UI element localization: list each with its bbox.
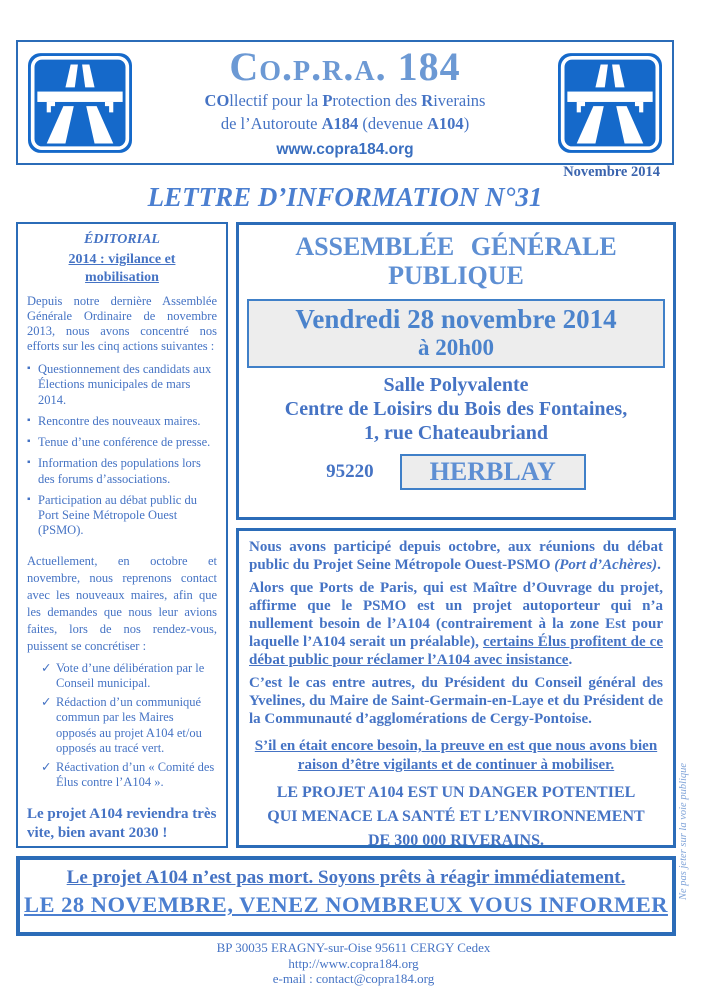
text-segment: P [322, 90, 333, 110]
assembly-date: Vendredi 28 novembre 2014 [295, 304, 617, 335]
motorway-icon [558, 53, 662, 153]
text-segment: R [421, 90, 434, 110]
header-box [16, 40, 674, 165]
square-bullet-icon: ▪ [27, 363, 31, 374]
editorial-bullet-item [27, 435, 217, 450]
editorial-intro: Depuis notre dernière Assemblée Générale Ordinaire de novembre 2013, nous avons concentré nos efforts sur les cinq actions suivantes : [27, 294, 217, 353]
motorway-icon [28, 53, 132, 153]
text-segment: . [568, 652, 573, 668]
square-bullet-icon: ▪ [27, 457, 31, 469]
text-segment: (devenue [358, 114, 428, 133]
editorial-conclusion: Le projet A104 reviendra très vite, bien avant 2030 ! [27, 805, 217, 841]
text-segment: A104 [427, 114, 464, 133]
venue-line2: Centre de Loisirs du Bois des Fontaines, [284, 397, 628, 420]
editorial-bullet-item [27, 493, 217, 539]
editorial-check-item [41, 661, 217, 692]
text-segment: rotection des [332, 90, 422, 110]
warning-line1: LE PROJET A104 EST UN DANGER POTENTIEL [276, 783, 636, 801]
main-text-box [236, 528, 676, 848]
text-segment: . [657, 557, 661, 573]
org-subtitle-line1 [136, 91, 554, 111]
editorial-check-item [41, 695, 217, 756]
newsletter-title: LETTRE D’INFORMATION N°31 [147, 182, 543, 212]
editorial-box [16, 222, 228, 848]
editorial-check-text: Vote d’une délibération par le Conseil municipal. [56, 660, 205, 690]
assembly-venue [239, 373, 673, 446]
check-icon: ✓ [41, 760, 52, 774]
editorial-bullet-item [27, 456, 217, 487]
text-segment: (Port d’Achères) [554, 557, 658, 573]
square-bullet-icon: ▪ [27, 414, 31, 426]
editorial-title: ÉDITORIAL [84, 232, 160, 247]
assembly-title-line1: ASSEMBLÉE GÉNÉRALE [295, 232, 617, 261]
text-segment: Alors que Ports de Paris, qui est Maître d’Ouvrage du projet, affirme que le PSMO est un projet autoporteur qui n’a nullement besoin de l’A104 (contrairement à la zone Est pour laquelle l’A104 serait un préalable), [249, 580, 663, 650]
editorial-bullet-text: Tenue d’une conférence de presse. [38, 435, 211, 449]
main-paragraph-2 [249, 579, 663, 669]
assembly-date-box [247, 299, 665, 367]
text-segment: certains Élus profitent de ce débat public pour réclamer l’A104 avec insistance [249, 634, 663, 668]
banner-line2: LE 28 NOVEMBRE, VENEZ NOMBREUX VOUS INFORMER [24, 892, 668, 917]
main-warning [249, 781, 663, 849]
venue-line1: Salle Polyvalente [383, 373, 529, 396]
footer [0, 940, 707, 987]
org-subtitle-line2 [136, 114, 554, 134]
assembly-title [239, 232, 673, 290]
editorial-bullet-item [27, 362, 217, 408]
text-segment: llectif pour la [229, 90, 323, 110]
assembly-time: à 20h00 [417, 335, 495, 361]
square-bullet-icon: ▪ [27, 493, 31, 505]
editorial-bullet-text: Information des populations lors des forums d’associations. [38, 456, 201, 486]
text-segment: CO [204, 90, 230, 110]
editorial-check-text: Réactivation d’un « Comité des Élus contre l’A104 ». [56, 760, 215, 790]
footer-email: e-mail : contact@copra184.org [272, 971, 435, 987]
square-bullet-icon: ▪ [27, 436, 31, 447]
editorial-check-text: Rédaction d’un communiqué commun par les Maires opposés au projet A104 et/ou opposés au tracé vert. [56, 695, 202, 755]
text-segment: iverains [433, 90, 486, 110]
check-icon: ✓ [41, 660, 52, 675]
editorial-bullet-text: Rencontre des nouveaux maires. [38, 413, 201, 428]
assembly-title-line2: PUBLIQUE [388, 261, 524, 291]
editorial-check-item [41, 760, 217, 791]
banner-line1: Le projet A104 n’est pas mort. Soyons prêts à réagir immédiatement. [66, 867, 626, 888]
text-segment: ) [463, 114, 470, 133]
main-paragraph-1 [249, 538, 663, 574]
postal-code: 95220 [326, 460, 374, 482]
website-url: www.copra184.org [276, 141, 414, 159]
bottom-banner [16, 856, 676, 936]
issue-date: Novembre 2014 [563, 164, 660, 180]
assembly-box [236, 222, 676, 520]
editorial-paragraph: Actuellement, en octobre et novembre, nous reprenons contact avec les nouveaux maires, afin que les demandes que nous leur avions faites, lors de nos rendez-vous, puissent se concrétiser : [27, 553, 217, 653]
editorial-bullet-text: Participation au débat public du Port Seine Métropole Ouest (PSMO). [38, 492, 197, 538]
city-row [239, 454, 673, 490]
warning-line3: DE 300 000 RIVERAINS. [367, 831, 545, 848]
footer-address: BP 30035 ERAGNY-sur-Oise 95611 CERGY Cedex [216, 940, 491, 955]
venue-line3: 1, rue Chateaubriand [364, 422, 548, 445]
editorial-subtitle: 2014 : vigilance et mobilisation [68, 252, 176, 285]
org-name: Co.p.r.a. 184 [229, 43, 461, 89]
warning-line2: QUI MENACE LA SANTÉ ET L’ENVIRONNEMENT [267, 807, 645, 825]
city-box: HERBLAY [400, 454, 586, 490]
text-segment: Nous avons participé depuis octobre, aux réunions du débat public du Projet Seine Métropole Ouest-PSMO [249, 539, 663, 573]
text-segment: de l’Autoroute [220, 114, 322, 133]
editorial-bullet-item [27, 414, 217, 429]
header-center [132, 43, 558, 159]
text-segment: A184 [321, 114, 359, 133]
main-paragraph-4: S’il en était encore besoin, la preuve en est que nous avons bien raison d’être vigilants et de continuer à mobiliser. [254, 738, 658, 773]
side-note: Ne pas jeter sur la voie publique [678, 762, 689, 900]
check-icon: ✓ [41, 695, 52, 709]
footer-url: http://www.copra184.org [288, 955, 419, 971]
main-paragraph-3: C’est le cas entre autres, du Président du Conseil général des Yvelines, du Maire de Saint-Germain-en-Laye et du Président de la Communauté d’agglomérations de Cergy-Pontoise. [249, 675, 663, 727]
editorial-bullet-text: Questionnement des candidats aux Élections municipales de mars 2014. [38, 362, 212, 407]
